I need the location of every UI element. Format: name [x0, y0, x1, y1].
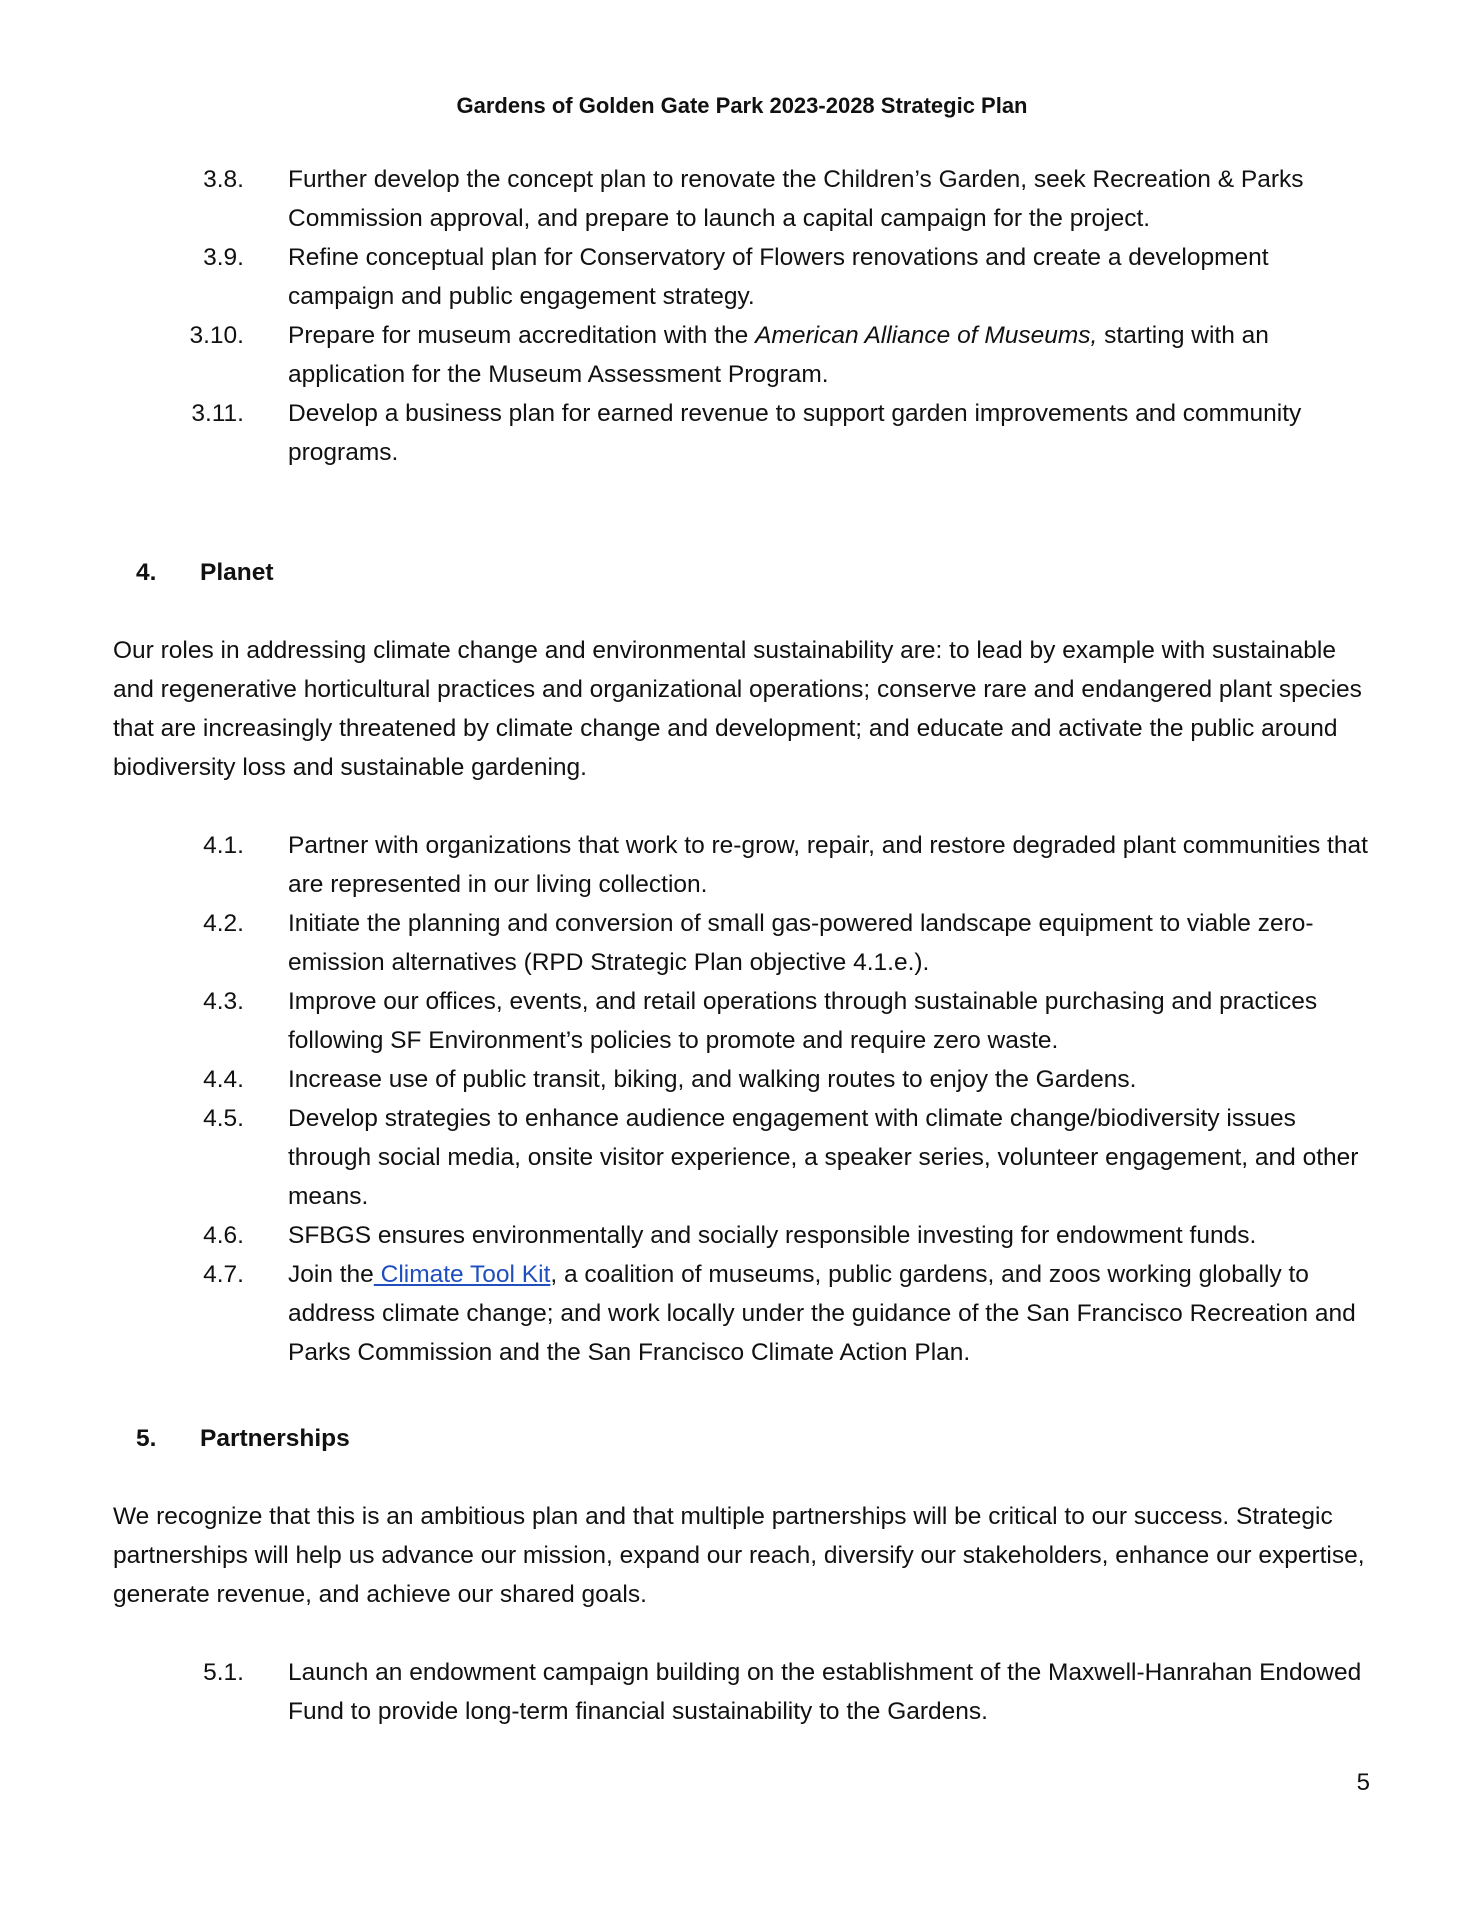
- section-number: 5.: [136, 1425, 157, 1452]
- item-number: 4.1.: [203, 832, 244, 859]
- list-item: [0, 160, 1484, 238]
- section-4-intro: Our roles in addressing climate change and environmental sustainability are: to lead by example with sustainable and regenerative horticultural practices and organizational operations; conserve rare and endangered plant species that are increasingly threatened by climate change and development; and educate and activate the public around biodiversity loss and sustainable gardening.: [113, 637, 1362, 781]
- list-item: [0, 1216, 1484, 1255]
- italic-publication-name: American Alliance of Museums,: [755, 322, 1098, 349]
- item-text: Improve our offices, events, and retail operations through sustainable purchasing and practices following SF Environment’s policies to promote and require zero waste.: [288, 988, 1318, 1054]
- list-item: [0, 982, 1484, 1060]
- climate-tool-kit-link[interactable]: Climate Tool Kit: [373, 1261, 551, 1288]
- section-5-list: [0, 1653, 1484, 1731]
- item-text: Partner with organizations that work to re-grow, repair, and restore degraded plant communities that are represented in our living collection.: [288, 832, 1368, 898]
- section-number: 4.: [136, 559, 157, 586]
- item-number: 4.5.: [203, 1105, 244, 1132]
- section-4-list: [0, 826, 1484, 1372]
- item-text: Develop a business plan for earned revenue to support garden improvements and community programs.: [288, 400, 1302, 466]
- list-item: [0, 1060, 1484, 1099]
- item-number: 4.3.: [203, 988, 244, 1015]
- section-title: Planet: [200, 559, 274, 586]
- item-number: 4.4.: [203, 1066, 244, 1093]
- item-text-part: starting with an application for the Museum Assessment Program.: [288, 322, 1269, 388]
- item-text: [288, 1255, 1368, 1372]
- item-text: Initiate the planning and conversion of small gas-powered landscape equipment to viable zero-emission alternatives (RPD Strategic Plan objective 4.1.e.).: [288, 910, 1314, 976]
- item-text: Develop strategies to enhance audience engagement with climate change/biodiversity issues through social media, onsite visitor experience, a speaker series, volunteer engagement, and other means.: [288, 1105, 1359, 1210]
- item-text-part: Join the: [288, 1261, 374, 1288]
- list-item: [0, 1255, 1484, 1372]
- list-item: [0, 1099, 1484, 1216]
- item-number: 3.11.: [191, 400, 244, 427]
- item-text: Launch an endowment campaign building on the establishment of the Maxwell-Hanrahan Endowed Fund to provide long-term financial sustainability to the Gardens.: [288, 1659, 1362, 1725]
- item-number: 3.8.: [203, 166, 244, 193]
- list-item: [0, 1653, 1484, 1731]
- section-title: Partnerships: [200, 1425, 350, 1452]
- list-item: [0, 394, 1484, 472]
- item-text: Refine conceptual plan for Conservatory of Flowers renovations and create a development campaign and public engagement strategy.: [288, 244, 1269, 310]
- item-number: 5.1.: [203, 1659, 244, 1686]
- list-item: [0, 316, 1484, 394]
- item-number: 4.6.: [203, 1222, 244, 1249]
- item-text: Increase use of public transit, biking, and walking routes to enjoy the Gardens.: [288, 1066, 1137, 1093]
- list-item: [0, 904, 1484, 982]
- list-item: [0, 238, 1484, 316]
- item-text: [288, 316, 1368, 394]
- page-header-title: Gardens of Golden Gate Park 2023-2028 Strategic Plan: [456, 93, 1028, 118]
- page-number: 5: [1356, 1769, 1370, 1796]
- list-item: [0, 826, 1484, 904]
- item-text: Further develop the concept plan to renovate the Children’s Garden, seek Recreation & Parks Commission approval, and prepare to launch a capital campaign for the project.: [288, 166, 1304, 232]
- section-5-intro: We recognize that this is an ambitious plan and that multiple partnerships will be critical to our success. Strategic partnerships will help us advance our mission, expand our reach, diversify our stakeholders, enhance our expertise, generate revenue, and achieve our shared goals.: [113, 1503, 1365, 1608]
- item-number: 4.7.: [203, 1261, 244, 1288]
- item-number: 3.9.: [203, 244, 244, 271]
- item-text-part: , a coalition of museums, public gardens, and zoos working globally to address climate change; and work locally under the guidance of the San Francisco Recreation and Parks Commission and the San Francisco Climate Action Plan.: [288, 1261, 1356, 1366]
- item-number: 4.2.: [203, 910, 244, 937]
- item-text: SFBGS ensures environmentally and socially responsible investing for endowment funds.: [288, 1222, 1257, 1249]
- section-3-list: [0, 160, 1484, 472]
- item-text-part: Prepare for museum accreditation with the: [288, 322, 756, 349]
- item-number: 3.10.: [189, 322, 244, 349]
